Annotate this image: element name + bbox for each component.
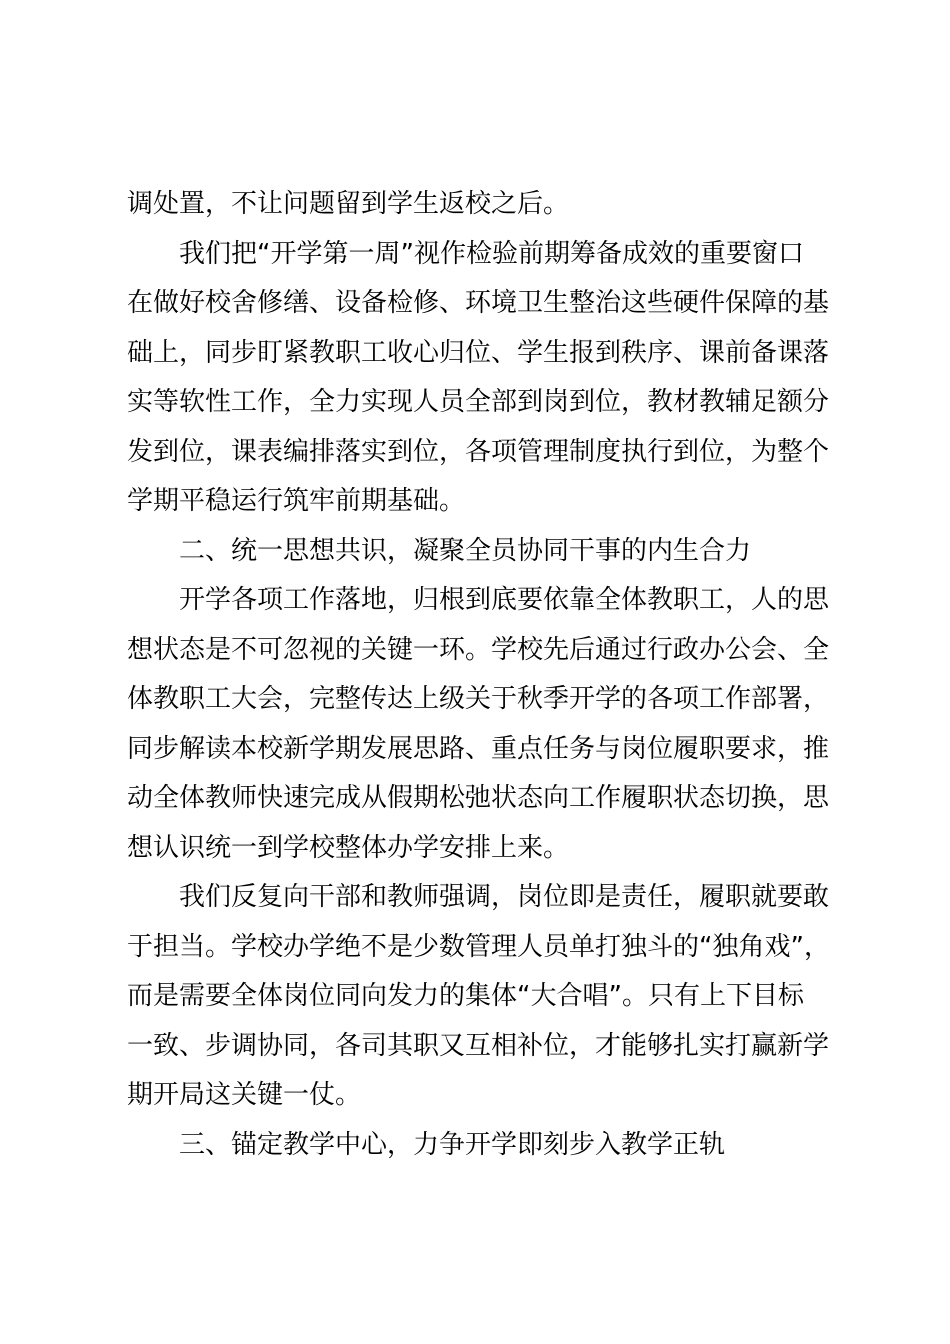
text-line: 发到位，课表编排落实到位，各项管理制度执行到位，为整个 [127,436,830,467]
text-line: 在做好校舍修缮、设备检修、环境卫生整治这些硬件保障的基 [127,288,830,318]
text-line: 动全体教师快速完成从假期松弛状态向工作履职状态切换，思 [127,783,830,813]
text-line: 想认识统一到学校整体办学安排上来。 [127,832,570,863]
text-line: 期开局这关键一仗。 [127,1080,362,1110]
section-heading: 三、锚定教学中心，力争开学即刻步入教学正轨 [179,1129,726,1160]
document-body [127,180,833,1170]
paragraph-start-line: 我们把“开学第一周”视作检验前期筹备成效的重要窗口 [179,238,804,269]
text-line: 而是需要全体岗位同向发力的集体“大合唱”。只有上下目标 [127,981,804,1011]
paragraph-start-line: 开学各项工作落地，归根到底要依靠全体教职工，人的思 [179,585,830,615]
text-line: 实等软性工作，全力实现人员全部到岗到位，教材教辅足额分 [127,387,830,417]
text-line: 想状态是不可忽视的关键一环。学校先后通过行政办公会、全 [127,634,830,665]
paragraph-start-line: 我们反复向干部和教师强调，岗位即是责任，履职就要敢 [179,882,830,912]
text-line: 础上，同步盯紧教职工收心归位、学生报到秩序、课前备课落 [127,337,830,368]
text-line: 调处置，不让问题留到学生返校之后。 [127,189,570,219]
text-line: 于担当。学校办学绝不是少数管理人员单打独斗的“独角戏”， [127,931,830,962]
text-line: 同步解读本校新学期发展思路、重点任务与岗位履职要求，推 [127,733,830,764]
text-line: 学期平稳运行筑牢前期基础。 [127,486,466,516]
text-line: 一致、步调协同，各司其职又互相补位，才能够扎实打赢新学 [127,1030,830,1061]
text-line: 体教职工大会，完整传达上级关于秋季开学的各项工作部署， [127,684,830,714]
section-heading: 二、统一思想共识，凝聚全员协同干事的内生合力 [179,535,752,566]
